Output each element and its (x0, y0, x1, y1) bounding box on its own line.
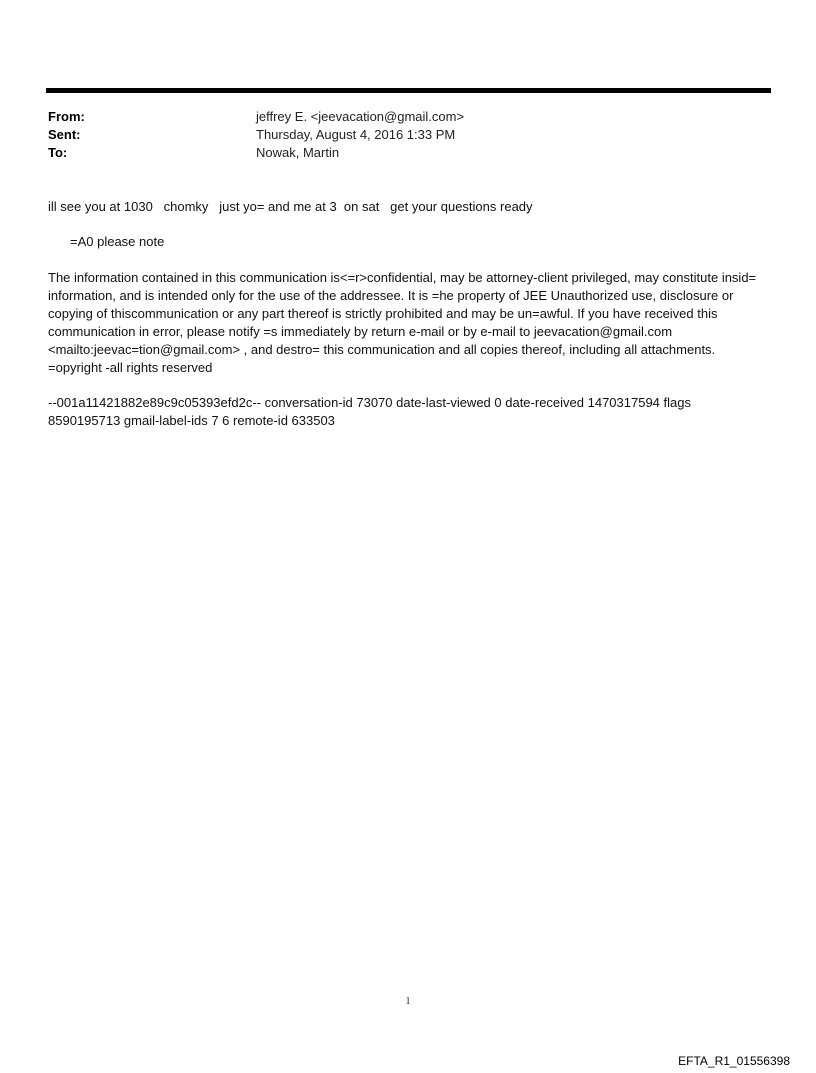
message-line-2: =A0 please note (70, 234, 165, 249)
sent-label: Sent: (48, 127, 81, 142)
to-label: To: (48, 145, 68, 160)
header-divider (46, 88, 771, 93)
message-metadata: --001a11421882e89c9c05393efd2c-- conversation-id 73070 date-last-viewed 0 date-received 1470317594 flags 8590195713 gmail-label-ids 7 6 remote-id 633503 (48, 395, 695, 428)
to-value: Nowak, Martin (256, 145, 340, 160)
from-label: From: (48, 109, 85, 124)
sent-row (48, 126, 748, 144)
sent-value: Thursday, August 4, 2016 1:33 PM (256, 127, 456, 142)
from-row (48, 108, 748, 126)
email-header (48, 108, 748, 162)
confidentiality-disclaimer: The information contained in this communication is<=r>confidential, may be attorney-client privileged, may constitute insid= information, and is intended only for the use of the addressee. It is =he property of JEE Unauthorized use, disclosure or copying of thiscommunication or any part thereof is strictly prohibited and may be un=awful. If you have received this communication in error, please notify =s immediately by return e-mail or by e-mail to jeevacation@gmail.com <mailto:jeevac=tion@gmail.com> , and destro= this communication and all copies thereof, including all attachments. =opyright -all rights reserved (48, 270, 760, 375)
document-id: EFTA_R1_01556398 (678, 1054, 790, 1068)
to-row (48, 144, 748, 162)
message-line-1: ill see you at 1030 chomky just yo= and me at 3 on sat get your questions ready (48, 199, 533, 214)
from-value: jeffrey E. <jeevacation@gmail.com> (256, 109, 465, 124)
page-number: 1 (405, 996, 411, 1007)
